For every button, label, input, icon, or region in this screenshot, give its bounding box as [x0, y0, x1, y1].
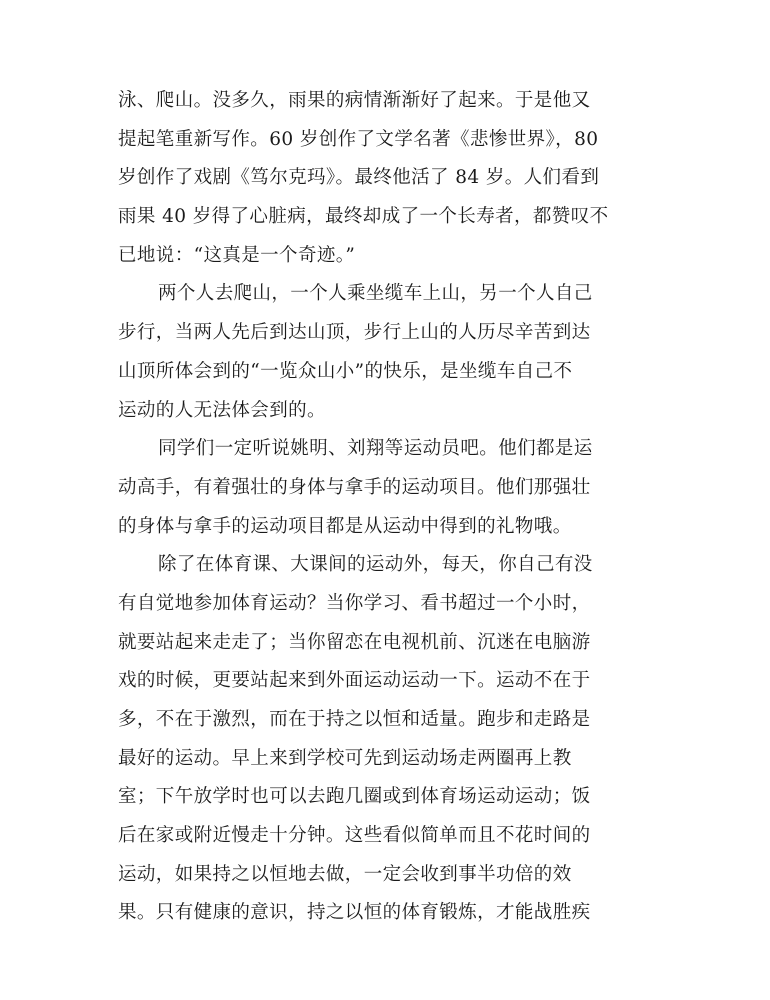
document-body [118, 82, 658, 933]
text-line: 后在家或附近慢走十分钟。这些看似简单而且不花时间的 [118, 825, 591, 847]
text-line: 运动的人无法体会到的。 [118, 399, 326, 421]
paragraph-start-line: 两个人去爬山，一个人乘坐缆车上山，另一个人自己 [158, 283, 593, 305]
text-line: 运动，如果持之以恒地去做，一定会收到事半功倍的效 [118, 863, 572, 885]
paragraph-start-line: 同学们一定听说姚明、刘翔等运动员吧。他们都是运 [158, 438, 593, 460]
text-line: 室；下午放学时也可以去跑几圈或到体育场运动运动；饭 [118, 786, 591, 808]
text-line: 山顶所体会到的“一览众山小”的快乐，是坐缆车自己不 [118, 360, 573, 382]
text-line: 雨果 40 岁得了心脏病，最终却成了一个长寿者，都赞叹不 [118, 206, 609, 228]
text-line: 多，不在于激烈，而在于持之以恒和适量。跑步和走路是 [118, 709, 591, 730]
paragraph-start-line: 除了在体育课、大课间的运动外，每天，你自己有没 [158, 554, 593, 576]
text-line: 果。只有健康的意识，持之以恒的体育锻炼，才能战胜疾 [118, 902, 591, 924]
text-line: 就要站起来走走了；当你留恋在电视机前、沉迷在电脑游 [118, 631, 591, 653]
text-line: 泳、爬山。没多久，雨果的病情渐渐好了起来。于是他又 [118, 90, 591, 111]
text-line: 最好的运动。早上来到学校可先到运动场走两圈再上教 [118, 747, 572, 769]
text-line: 步行，当两人先后到达山顶，步行上山的人历尽辛苦到达 [118, 322, 591, 344]
text-line: 戏的时候，更要站起来到外面运动运动一下。运动不在于 [118, 670, 591, 692]
text-line: 已地说：“这真是一个奇迹。” [118, 244, 356, 266]
text-line: 的身体与拿手的运动项目都是从运动中得到的礼物哦。 [118, 515, 572, 537]
text-line: 动高手，有着强壮的身体与拿手的运动项目。他们那强壮 [118, 476, 591, 498]
text-line: 有自觉地参加体育运动？当你学习、看书超过一个小时， [118, 592, 591, 614]
text-line: 提起笔重新写作。60 岁创作了文学名著《悲惨世界》，80 [118, 128, 599, 150]
text-line: 岁创作了戏剧《笃尔克玛》。最终他活了 84 岁。人们看到 [118, 167, 600, 189]
